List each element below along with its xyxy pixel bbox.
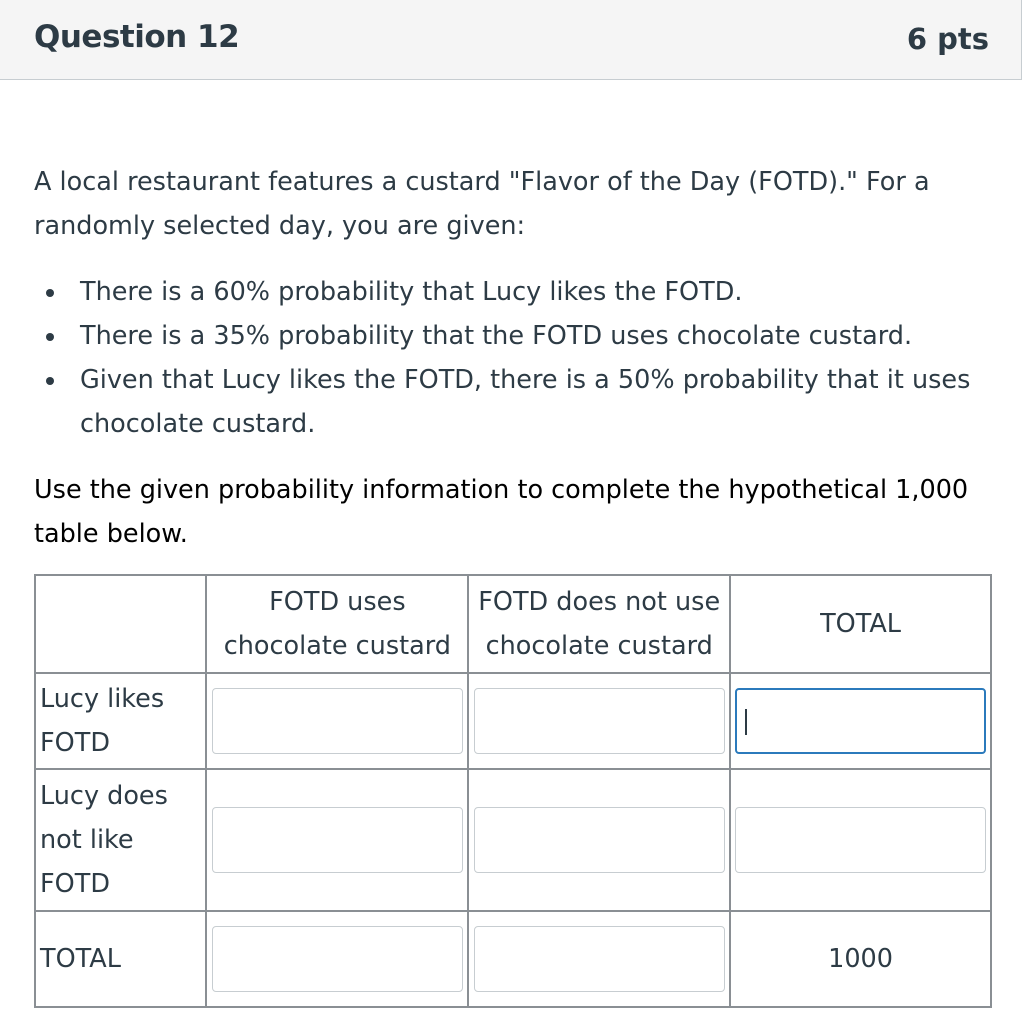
answer-input-total-not-chocolate[interactable] [474,926,725,992]
table-cell [730,769,991,911]
row-label-not-likes [35,769,206,911]
answer-input-likes-chocolate[interactable] [212,688,463,754]
given-item-text: There is a 35% probability that the FOTD uses chocolate custard. [80,321,913,351]
question-intro: A local restaurant features a custard "Flavor of the Day (FOTD)." For a randomly selected day, you are given: [34,167,930,241]
answer-input-likes-total[interactable] [735,688,986,754]
col-header-not-chocolate-line2: chocolate custard [485,631,713,661]
question-body [34,160,994,556]
col-header-not-chocolate-line1: FOTD does not use [478,587,721,617]
given-item-text: Given that Lucy likes the FOTD, there is a 50% probability that it uses chocolate custard. [80,365,971,439]
answer-input-not-likes-total[interactable] [735,807,986,873]
col-header-chocolate-line1: FOTD uses [269,587,406,617]
table-header-row [35,575,991,673]
table-cell [206,911,468,1007]
row-label-likes [35,673,206,769]
table-row [35,673,991,769]
row-label-line: Lucy likes [40,684,165,714]
table-cell [730,673,991,769]
grand-total-value: 1000 [730,911,991,1007]
row-label-line: FOTD [40,728,110,758]
question-header [0,0,1022,80]
table-cell [468,673,730,769]
col-header-total: TOTAL [730,575,991,673]
given-list [34,270,994,446]
row-label-line: not like [40,825,134,855]
table-row [35,769,991,911]
row-label-line: FOTD [40,869,110,899]
given-item-text: There is a 60% probability that Lucy likes the FOTD. [80,277,743,307]
question-title: Question 12 [34,19,240,55]
col-header-not-chocolate [468,575,730,673]
answer-input-not-likes-not-chocolate[interactable] [474,807,725,873]
answer-input-not-likes-chocolate[interactable] [212,807,463,873]
text-cursor-icon [745,709,747,735]
answer-input-likes-not-chocolate[interactable] [474,688,725,754]
question-instruction: Use the given probability information to complete the hypothetical 1,000 table below. [34,475,969,549]
bullet-icon [46,289,54,297]
table-cell [468,911,730,1007]
bullet-icon [46,333,54,341]
col-header-chocolate [206,575,468,673]
given-item [34,314,994,358]
bullet-icon [46,377,54,385]
given-item [34,358,994,446]
question-points: 6 pts [906,22,989,56]
table-cell [468,769,730,911]
row-label-total: TOTAL [35,911,206,1007]
hypothetical-table [34,574,992,1008]
table-corner-cell [35,575,206,673]
row-label-line: Lucy does [40,781,168,811]
answer-input-total-chocolate[interactable] [212,926,463,992]
table-row [35,911,991,1007]
table-cell [206,673,468,769]
col-header-chocolate-line2: chocolate custard [223,631,451,661]
given-item [34,270,994,314]
table-cell [206,769,468,911]
